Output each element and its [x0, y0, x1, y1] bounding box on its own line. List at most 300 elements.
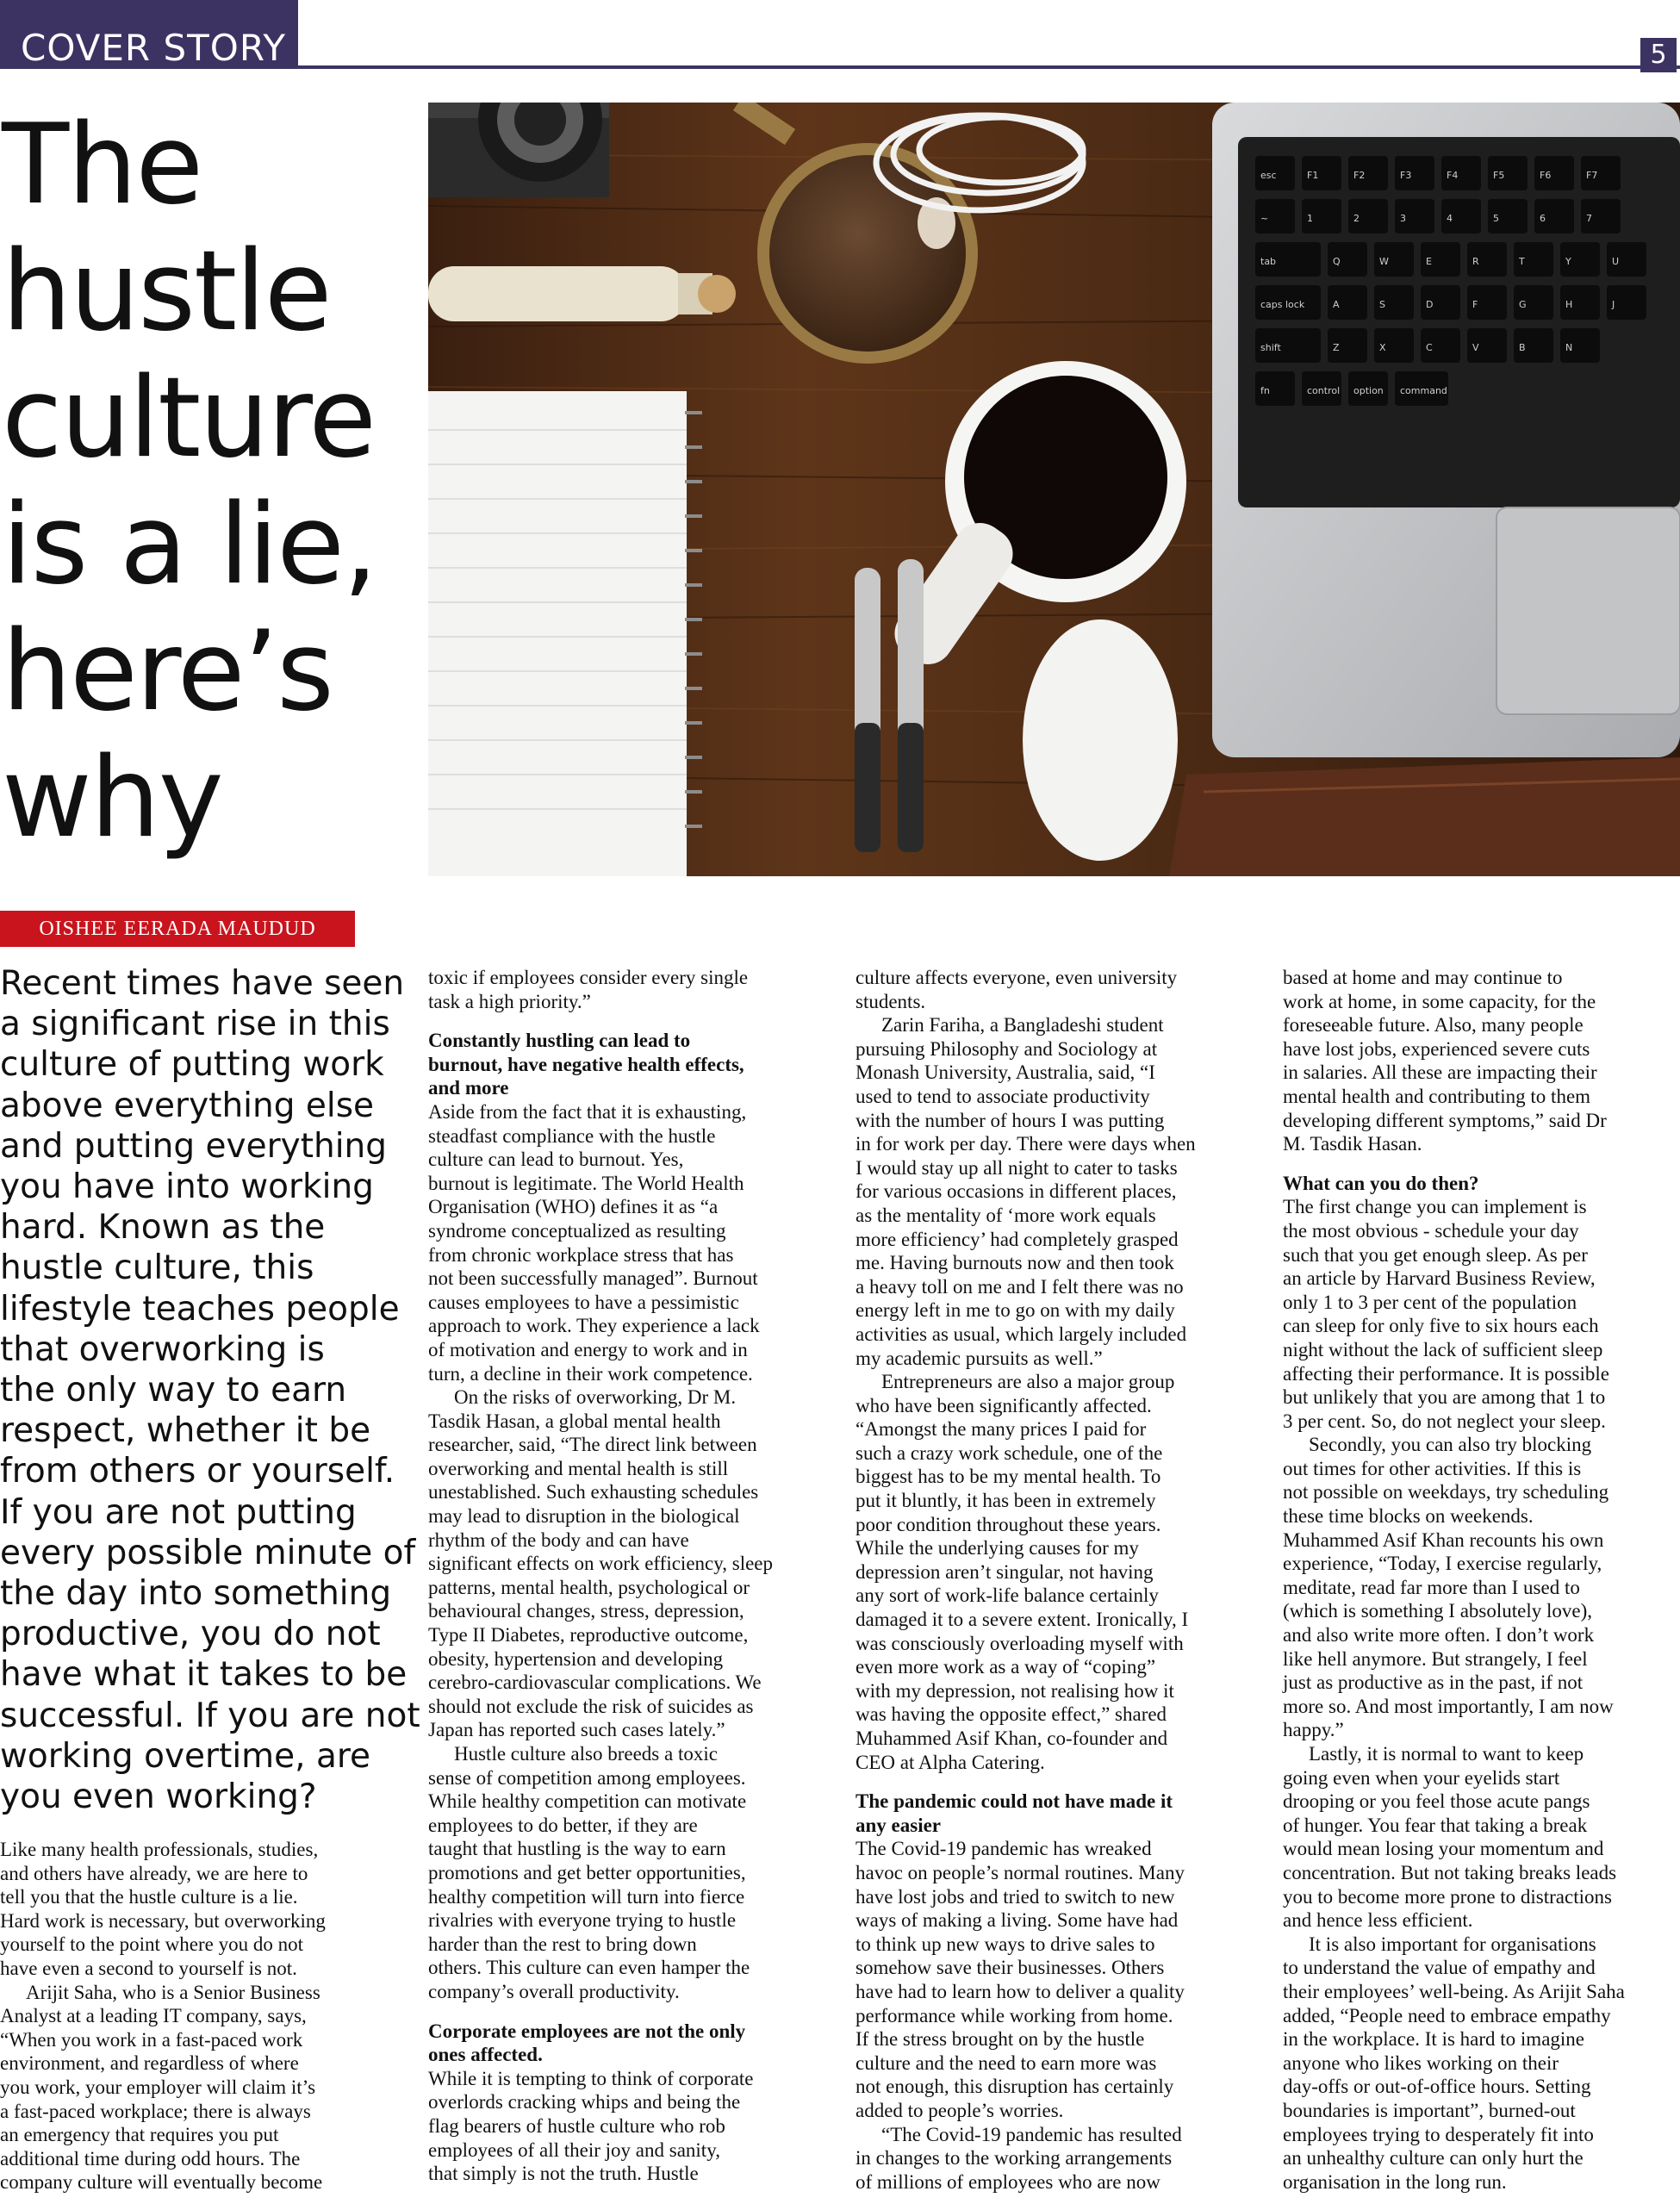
paragraph-line: 3 per cent. So, do not neglect your sleep.	[1283, 1410, 1606, 1432]
svg-text:control: control	[1307, 385, 1341, 396]
paragraph-line: like hell anymore. But strangely, I feel	[1283, 1647, 1588, 1670]
intro-line: you have into working	[0, 1167, 374, 1207]
paragraph-line: rivalries with everyone trying to hustle	[428, 1909, 737, 1932]
paragraph-line: mental health and contributing to them	[1283, 1085, 1591, 1107]
paragraph-line: work at home, in some capacity, for the	[1283, 990, 1596, 1012]
paragraph-line: yourself to the point where you do not	[0, 1933, 303, 1956]
svg-text:option: option	[1353, 385, 1384, 396]
svg-text:D: D	[1426, 299, 1434, 310]
paragraph-line: havoc on people’s normal routines. Many	[856, 1861, 1185, 1883]
paragraph-line: burnout is legitimate. The World Health	[428, 1172, 744, 1194]
paragraph-line: in salaries. All these are impacting their	[1283, 1061, 1597, 1084]
paragraph-line: causes employees to have a pessimistic	[428, 1291, 739, 1313]
paragraph-line: more so. And most importantly, I am now	[1283, 1695, 1614, 1717]
keyboard-key	[1302, 199, 1341, 233]
paragraph-line: based at home and may continue to	[1283, 967, 1563, 988]
intro-line: hustle culture, this	[0, 1248, 314, 1288]
body-paragraph	[428, 1742, 816, 2004]
paragraph-line: healthy competition will turn into fierce	[428, 1885, 745, 1908]
keyboard-key	[1302, 156, 1341, 190]
subheading-line: burnout, have negative health effects,	[428, 1053, 744, 1075]
intro-line: have what it takes to be	[0, 1655, 408, 1695]
keyboard-key	[1467, 328, 1507, 363]
body-paragraph	[0, 1838, 414, 1981]
keyboard-key	[1534, 199, 1574, 233]
paragraph-line: in the workplace. It is hard to imagine	[1283, 2028, 1585, 2051]
paragraph-line: (which is something I absolutely love),	[1283, 1600, 1592, 1622]
intro-line: the only way to earn	[0, 1371, 347, 1410]
intro-line: working overtime, are	[0, 1736, 371, 1776]
keyboard-key	[1374, 328, 1414, 363]
paragraph-line: have lost jobs and tried to switch to new	[856, 1885, 1175, 1908]
paragraph-line: to think up new ways to drive sales to	[856, 1933, 1155, 1955]
headline-line: is a lie,	[2, 481, 376, 609]
subheading	[428, 2020, 816, 2067]
paragraph-line: was having the opposite effect,” shared	[856, 1703, 1167, 1726]
paragraph-line: Aside from the fact that it is exhausting,	[428, 1100, 747, 1123]
paragraph-line: CEO at Alpha Catering.	[856, 1751, 1045, 1773]
keyboard-key	[1421, 285, 1460, 320]
keyboard-key	[1395, 156, 1434, 190]
paragraph-line: harder than the rest to bring down	[428, 1933, 697, 1955]
subheading-line: any easier	[856, 1814, 942, 1836]
paragraph-line: employees trying to desperately fit into	[1283, 2123, 1594, 2145]
paragraph-line: day-offs or out-of-office hours. Setting	[1283, 2076, 1591, 2098]
paragraph-line: Zarin Fariha, a Bangladeshi student	[881, 1014, 1164, 1037]
keyboard-key	[1441, 199, 1481, 233]
svg-text:S: S	[1379, 299, 1385, 310]
paragraph-line: only 1 to 3 per cent of the population	[1283, 1291, 1577, 1313]
svg-text:F6: F6	[1540, 170, 1552, 181]
body-paragraph	[428, 2067, 816, 2186]
paragraph-line: Type II Diabetes, reproductive outcome,	[428, 1624, 749, 1647]
paragraph-line: Monash University, Australia, said, “I	[856, 1061, 1155, 1084]
paragraph-line: and others have already, we are here to	[0, 1862, 308, 1884]
paragraph-line: can sleep for only five to six hours each	[1283, 1315, 1599, 1337]
paragraph-line: approach to work. They experience a lack	[428, 1315, 760, 1337]
subheading	[428, 1029, 816, 1100]
paragraph-line: turn, a decline in their work competence.	[428, 1362, 753, 1385]
paragraph-line: toxic if employees consider every single	[428, 967, 749, 988]
keyboard-key	[1255, 328, 1321, 363]
intro-line: respect, whether it be	[0, 1411, 371, 1451]
body-paragraph	[1283, 1433, 1679, 1742]
keyboard-key	[1255, 156, 1295, 190]
paragraph-line: Secondly, you can also try blocking	[1309, 1434, 1592, 1456]
keyboard-key	[1255, 199, 1295, 233]
paragraph-line: energy left in me to go on with my daily	[856, 1299, 1175, 1322]
keyboard-key	[1560, 285, 1600, 320]
intro-line: above everything else	[0, 1086, 375, 1125]
paragraph-line: Organisation (WHO) defines it as “a	[428, 1196, 719, 1218]
paragraph-line: employees of all their joy and sanity,	[428, 2138, 720, 2161]
keyboard-key	[1488, 156, 1528, 190]
intro-line: culture of putting work	[0, 1045, 384, 1085]
paragraph-line: flag bearers of hustle culture who rob	[428, 2114, 725, 2137]
paragraph-line: task a high priority.”	[428, 990, 591, 1012]
svg-text:T: T	[1519, 256, 1525, 267]
body-paragraph	[856, 966, 1243, 1013]
keyboard-key	[1514, 328, 1553, 363]
paragraph-line: Japan has reported such cases lately.”	[428, 1719, 725, 1741]
body-paragraph	[1283, 1933, 1679, 2194]
section-tag: COVER STORY	[0, 0, 298, 69]
paragraph-line: Hustle culture also breeds a toxic	[454, 1743, 718, 1765]
body-paragraph	[428, 1100, 816, 1385]
paragraph-line: my academic pursuits as well.”	[856, 1347, 1103, 1369]
paragraph-line: experience, “Today, I exercise regularly,	[1283, 1553, 1602, 1575]
svg-text:5: 5	[1493, 213, 1499, 224]
paragraph-line: steadfast compliance with the hustle	[428, 1124, 716, 1147]
keyboard-key	[1395, 199, 1434, 233]
svg-text:J: J	[1612, 299, 1615, 310]
paragraph-line: The first change you can implement is	[1283, 1196, 1587, 1218]
paragraph-line: While the underlying causes for my	[856, 1537, 1139, 1559]
headline-line: why	[2, 734, 222, 862]
paragraph-line: environment, and regardless of where	[0, 2052, 299, 2075]
intro-line: and putting everything	[0, 1126, 388, 1166]
keyboard-key	[1348, 371, 1388, 406]
keyboard-key	[1534, 156, 1574, 190]
paragraph-line: While it is tempting to think of corporate	[428, 2067, 754, 2089]
paragraph-line: of hunger. You fear that taking a break	[1283, 1814, 1588, 1836]
paragraph-line: ways of making a living. Some have had	[856, 1909, 1179, 1932]
body-column-3	[856, 966, 1243, 2194]
paragraph-line: should not exclude the risk of suicides as	[428, 1695, 754, 1717]
paragraph-line: “The Covid-19 pandemic has resulted	[881, 2123, 1182, 2145]
paragraph-line: others. This culture can even hamper the	[428, 1957, 750, 1979]
intro-line: the day into something	[0, 1574, 392, 1614]
paragraph-line: obesity, hypertension and developing	[428, 1647, 724, 1670]
paragraph-line: behavioural changes, stress, depression,	[428, 1600, 744, 1622]
paragraph-line: pursuing Philosophy and Sociology at	[856, 1037, 1158, 1060]
paragraph-line: On the risks of overworking, Dr M.	[454, 1386, 737, 1409]
paragraph-line: tell you that the hustle culture is a lie.	[0, 1886, 298, 1908]
body-paragraph	[856, 1013, 1243, 1370]
paragraph-line: their employees’ well-being. As Arijit Saha	[1283, 1980, 1625, 2002]
headline	[2, 102, 415, 862]
headline-line: culture	[2, 354, 375, 482]
paragraph-line: culture affects everyone, even university	[856, 967, 1178, 988]
paragraph-line: developing different symptoms,” said Dr	[1283, 1109, 1607, 1131]
intro-line: If you are not putting	[0, 1492, 357, 1532]
intro-line: successful. If you are not	[0, 1696, 420, 1735]
body-paragraph	[856, 1370, 1243, 1774]
subheading	[856, 1790, 1243, 1837]
paragraph-line: have had to learn how to deliver a quality	[856, 1980, 1185, 2002]
paragraph-line: cerebro-cardiovascular complications. We	[428, 1672, 762, 1694]
paragraph-line: It is also important for organisations	[1309, 1933, 1596, 1955]
svg-text:shift: shift	[1260, 342, 1281, 353]
svg-text:F3: F3	[1400, 170, 1412, 181]
svg-text:F4: F4	[1447, 170, 1459, 181]
headline-line: here’s	[2, 607, 333, 736]
svg-text:F: F	[1472, 299, 1478, 310]
header-rule	[298, 65, 1680, 69]
paragraph-line: an emergency that requires you put	[0, 2124, 279, 2146]
paragraph-line: just as productive as in the past, if not	[1283, 1672, 1584, 1694]
paragraph-line: who have been significantly affected.	[856, 1394, 1152, 1416]
page-number: 5	[1640, 38, 1677, 72]
paragraph-line: but unlikely that you are among that 1 to	[1283, 1386, 1606, 1409]
paragraph-line: researcher, said, “The direct link between	[428, 1434, 757, 1456]
intro-paragraph	[0, 963, 420, 1817]
svg-text:~: ~	[1260, 213, 1269, 224]
subheading	[1283, 1172, 1679, 1196]
keyboard-key	[1560, 328, 1600, 363]
paragraph-line: have lost jobs, experienced severe cuts	[1283, 1037, 1590, 1060]
keyboard-key	[1421, 242, 1460, 277]
paragraph-line: an article by Harvard Business Review,	[1283, 1267, 1596, 1290]
keyboard-key	[1488, 199, 1528, 233]
paragraph-line: “Amongst the many prices I paid for	[856, 1418, 1147, 1441]
keyboard-key	[1607, 285, 1646, 320]
paragraph-line: foreseeable future. Also, many people	[1283, 1014, 1584, 1037]
paragraph-line: biggest has to be my mental health. To	[856, 1466, 1161, 1488]
body-paragraph	[856, 2123, 1243, 2194]
paragraph-line: as the mentality of ‘more work equals	[856, 1204, 1156, 1226]
svg-text:fn: fn	[1260, 385, 1270, 396]
paragraph-line: activities as usual, which largely included	[856, 1323, 1187, 1345]
paragraph-line: anyone who likes working on their	[1283, 2051, 1559, 2074]
paragraph-line: for various occasions in different places,	[856, 1180, 1177, 1203]
paragraph-line: used to tend to associate productivity	[856, 1085, 1150, 1107]
svg-text:2: 2	[1353, 213, 1360, 224]
svg-text:F2: F2	[1353, 170, 1366, 181]
svg-text:U: U	[1612, 256, 1620, 267]
intro-line: hard. Known as the	[0, 1208, 326, 1248]
keyboard-key	[1328, 328, 1367, 363]
paragraph-line: an unhealthy culture can only hurt the	[1283, 2147, 1584, 2170]
paragraph-line: with the number of hours I was putting	[856, 1109, 1165, 1131]
paragraph-line: performance while working from home.	[856, 2004, 1173, 2026]
subheading-line: Constantly hustling can lead to	[428, 1030, 691, 1052]
keyboard-key	[1255, 371, 1295, 406]
svg-text:1: 1	[1307, 213, 1313, 224]
paragraph-line: culture can lead to burnout. Yes,	[428, 1149, 684, 1171]
keyboard-key	[1514, 242, 1553, 277]
svg-text:X: X	[1379, 342, 1386, 353]
subheading-line: and more	[428, 1077, 509, 1099]
paragraph-line: unestablished. Such exhausting schedules	[428, 1481, 759, 1503]
keyboard-key	[1421, 328, 1460, 363]
paragraph-line: a heavy toll on me and I felt there was no	[856, 1275, 1184, 1298]
svg-text:H: H	[1565, 299, 1573, 310]
intro-line: productive, you do not	[0, 1615, 381, 1654]
paragraph-line: of millions of employees who are now	[856, 2170, 1160, 2193]
paragraph-line: and also write more often. I don’t work	[1283, 1624, 1595, 1647]
byline: OISHEE EERADA MAUDUD	[0, 911, 355, 947]
body-column-2	[428, 966, 816, 2186]
keyboard-key	[1374, 285, 1414, 320]
intro-line: lifestyle teaches people	[0, 1289, 400, 1329]
body-paragraph	[1283, 1195, 1679, 1433]
svg-text:V: V	[1472, 342, 1479, 353]
paragraph-line: these time blocks on weekends.	[1283, 1505, 1534, 1528]
svg-text:C: C	[1426, 342, 1433, 353]
keyboard-key	[1328, 242, 1367, 277]
paragraph-line: patterns, mental health, psychological or	[428, 1576, 750, 1598]
paragraph-line: Analyst at a leading IT company, says,	[0, 2005, 307, 2027]
paragraph-line: poor condition throughout these years.	[856, 1513, 1161, 1535]
paragraph-line: Tasdik Hasan, a global mental health	[428, 1410, 721, 1432]
paragraph-line: students.	[856, 990, 926, 1012]
paragraph-line: you work, your employer will claim it’s	[0, 2076, 316, 2098]
paragraph-line: such that you get enough sleep. As per	[1283, 1243, 1588, 1266]
paragraph-line: Entrepreneurs are also a major group	[881, 1371, 1175, 1393]
paragraph-line: more efficiency’ had completely grasped	[856, 1228, 1179, 1250]
keyboard-key	[1348, 156, 1388, 190]
body-paragraph	[1283, 1742, 1679, 1933]
paragraph-line: syndrome conceptualized as resulting	[428, 1219, 726, 1242]
keyboard-key	[1302, 371, 1341, 406]
paragraph-line: While healthy competition can motivate	[428, 1790, 747, 1813]
paragraph-line: employees to do better, if they are	[428, 1814, 698, 1836]
paragraph-line: Arijit Saha, who is a Senior Business	[26, 1981, 320, 2003]
keyboard-key	[1581, 199, 1621, 233]
body-column-4	[1283, 966, 1679, 2194]
svg-text:Z: Z	[1333, 342, 1340, 353]
paragraph-line: somehow save their businesses. Others	[856, 1957, 1165, 1979]
svg-text:A: A	[1333, 299, 1340, 310]
subheading-line: The pandemic could not have made it	[856, 1790, 1173, 1813]
svg-text:W: W	[1379, 256, 1389, 267]
paragraph-line: out times for other activities. If this is	[1283, 1457, 1582, 1479]
paragraph-line: night without the lack of sufficient sleep	[1283, 1338, 1603, 1360]
svg-text:esc: esc	[1260, 170, 1277, 181]
keyboard-key	[1514, 285, 1553, 320]
paragraph-line: overlords cracking whips and being the	[428, 2091, 741, 2114]
paragraph-line: have even a second to yourself is not.	[0, 1957, 297, 1979]
paragraph-line: not possible on weekdays, try scheduling	[1283, 1481, 1609, 1503]
body-paragraph	[1283, 966, 1679, 1156]
svg-text:B: B	[1519, 342, 1526, 353]
svg-text:caps lock: caps lock	[1260, 299, 1305, 310]
body-column-1	[0, 1838, 414, 2194]
paragraph-line: such a crazy work schedule, one of the	[856, 1441, 1163, 1464]
paragraph-line: depression aren’t singular, not having	[856, 1560, 1154, 1583]
paragraph-line: affecting their performance. It is possible	[1283, 1362, 1609, 1385]
paragraph-line: company’s overall productivity.	[428, 1980, 680, 2002]
headline-line: hustle	[2, 227, 331, 356]
subheading-line: ones affected.	[428, 2044, 543, 2066]
svg-text:tab: tab	[1260, 256, 1277, 267]
paragraph-line: The Covid-19 pandemic has wreaked	[856, 1838, 1152, 1860]
paragraph-line: drooping or you feel those acute pangs	[1283, 1790, 1590, 1813]
keyboard-key	[1441, 156, 1481, 190]
paragraph-line: the most obvious - schedule your day	[1283, 1219, 1579, 1242]
paragraph-line: Muhammed Asif Khan recounts his own	[1283, 1528, 1604, 1551]
cover-photo	[428, 103, 1680, 876]
paragraph-line: Hard work is necessary, but overworking	[0, 1909, 326, 1932]
paragraph-line: “When you work in a fast-paced work	[0, 2028, 303, 2051]
paragraph-line: If the stress brought on by the hustle	[856, 2028, 1145, 2051]
paragraph-line: meditate, read far more than I used to	[1283, 1576, 1580, 1598]
subheading-line: What can you do then?	[1283, 1172, 1479, 1194]
paragraph-line: would mean losing your momentum and	[1283, 1838, 1604, 1860]
paragraph-line: you to become more prone to distractions	[1283, 1885, 1612, 1908]
paragraph-line: of motivation and energy to work and in	[428, 1338, 748, 1360]
svg-text:F7: F7	[1586, 170, 1598, 181]
paragraph-line: rhythm of the body and can have	[428, 1528, 689, 1551]
keyboard-key	[1467, 242, 1507, 277]
body-paragraph	[0, 1981, 414, 2194]
intro-line: you even working?	[0, 1777, 317, 1817]
paragraph-line: company culture will eventually become	[0, 2171, 323, 2194]
paragraph-line: concentration. But not taking breaks leads	[1283, 1861, 1617, 1883]
paragraph-line: happy.”	[1283, 1719, 1344, 1741]
svg-text:3: 3	[1400, 213, 1406, 224]
svg-text:4: 4	[1447, 213, 1453, 224]
paragraph-line: that simply is not the truth. Hustle	[428, 2163, 699, 2185]
paragraph-line: with my depression, not realising how it	[856, 1679, 1174, 1702]
svg-text:R: R	[1472, 256, 1479, 267]
svg-text:F1: F1	[1307, 170, 1319, 181]
body-paragraph	[428, 966, 816, 1013]
keyboard-key	[1255, 242, 1321, 277]
svg-text:Y: Y	[1565, 256, 1571, 267]
paragraph-line: may lead to disruption in the biological	[428, 1505, 740, 1528]
keyboard-key	[1328, 285, 1367, 320]
intro-line: from others or yourself.	[0, 1452, 395, 1491]
paragraph-line: added to people’s worries.	[856, 2099, 1064, 2121]
headline-line: The	[2, 101, 202, 229]
paragraph-line: not been successfully managed”. Burnout	[428, 1267, 758, 1290]
svg-text:F5: F5	[1493, 170, 1505, 181]
paragraph-line: organisation in the long run.	[1283, 2170, 1507, 2193]
paragraph-line: put it bluntly, it has been in extremely	[856, 1490, 1156, 1512]
paragraph-line: any sort of work-life balance certainly	[856, 1584, 1159, 1607]
paragraph-line: additional time during odd hours. The	[0, 2147, 301, 2170]
keyboard-key	[1255, 285, 1321, 320]
paragraph-line: me. Having burnouts now and then took	[856, 1252, 1174, 1274]
paragraph-line: a fast-paced workplace; there is always	[0, 2100, 311, 2122]
svg-text:6: 6	[1540, 213, 1546, 224]
svg-text:G: G	[1519, 299, 1527, 310]
keyboard-key	[1374, 242, 1414, 277]
svg-text:Q: Q	[1333, 256, 1341, 267]
body-paragraph	[428, 1385, 816, 1742]
paragraph-line: sense of competition among employees.	[428, 1766, 746, 1789]
paragraph-line: to understand the value of empathy and	[1283, 1957, 1596, 1979]
paragraph-line: added, “People need to embrace empathy	[1283, 2004, 1611, 2026]
body-paragraph	[856, 1837, 1243, 2122]
paragraph-line: boundaries is important”, burned-out	[1283, 2099, 1576, 2121]
paragraph-line: Muhammed Asif Khan, co-founder and	[856, 1728, 1168, 1749]
keyboard-key	[1581, 156, 1621, 190]
paragraph-line: damaged it to a severe extent. Ironically, I	[856, 1609, 1189, 1631]
subheading-line: Corporate employees are not the only	[428, 2020, 746, 2042]
paragraph-line: overworking and mental health is still	[428, 1457, 729, 1479]
paragraph-line: Lastly, it is normal to want to keep	[1309, 1743, 1584, 1765]
paragraph-line: culture and the need to earn more was	[856, 2051, 1157, 2074]
intro-line: a significant rise in this	[0, 1005, 390, 1044]
keyboard-key	[1395, 371, 1448, 406]
paragraph-line: promotions and get better opportunities,	[428, 1861, 746, 1883]
keyboard-key	[1467, 285, 1507, 320]
paragraph-line: going even when your eyelids start	[1283, 1766, 1560, 1789]
svg-text:7: 7	[1586, 213, 1592, 224]
paragraph-line: from chronic workplace stress that has	[428, 1243, 734, 1266]
keyboard-key	[1348, 199, 1388, 233]
paragraph-line: even more work as a way of “coping”	[856, 1656, 1156, 1678]
intro-line: that overworking is	[0, 1329, 325, 1369]
paragraph-line: I would stay up all night to cater to tasks	[856, 1156, 1178, 1179]
paragraph-line: Like many health professionals, studies,	[0, 1839, 319, 1860]
paragraph-line: not enough, this disruption has certainly	[856, 2076, 1174, 2098]
paragraph-line: significant effects on work efficiency, sleep	[428, 1553, 774, 1575]
paragraph-line: M. Tasdik Hasan.	[1283, 1133, 1422, 1155]
